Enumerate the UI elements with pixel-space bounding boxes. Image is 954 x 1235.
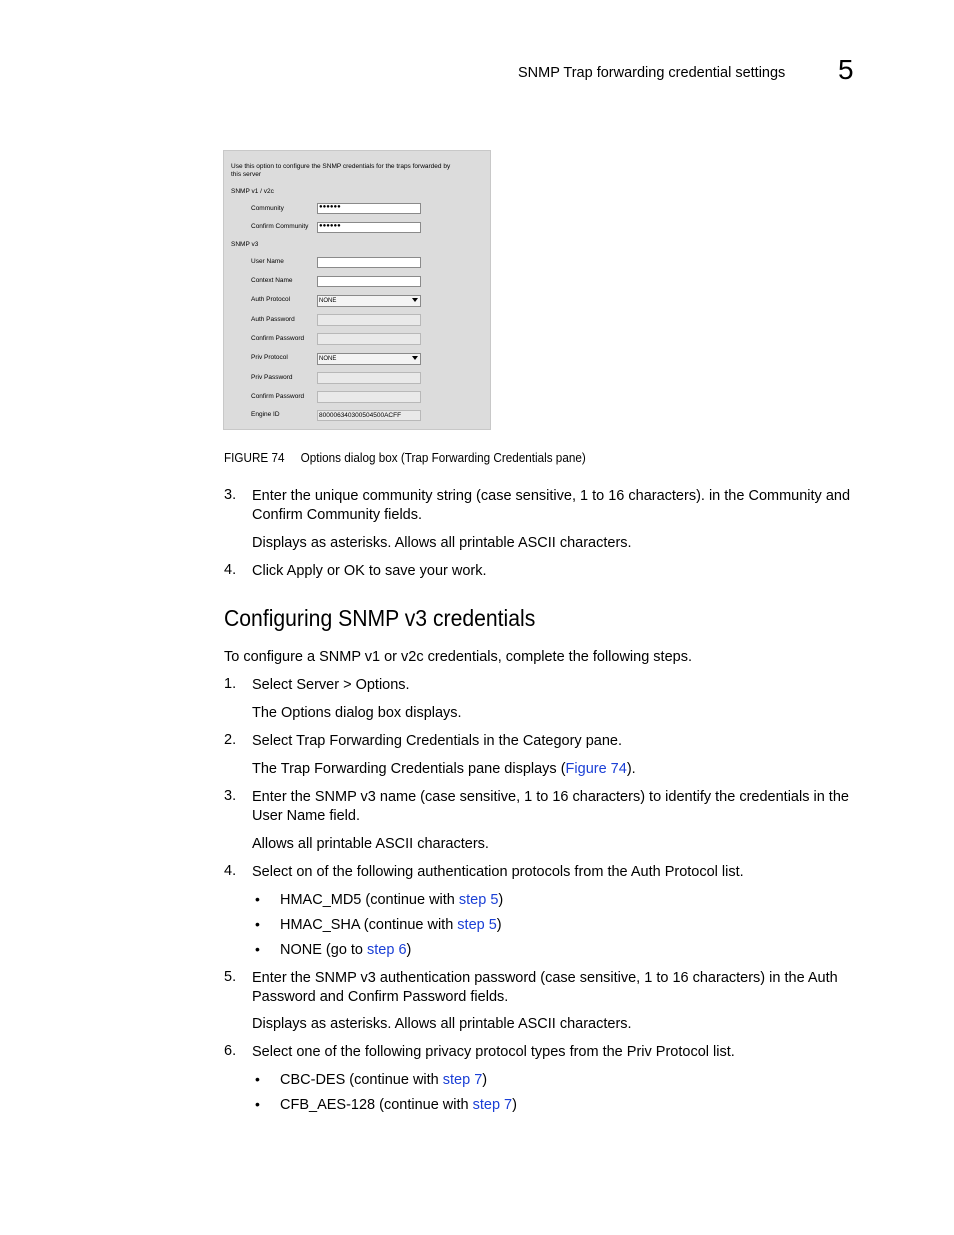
auth-protocol-select[interactable] [317,295,421,307]
ui-term: Password [252,989,316,1005]
auth-password-field[interactable] [317,314,421,326]
step-text: Select Trap Forwarding Credentials in the Category pane. [252,733,622,749]
step-link[interactable]: step 5 [458,892,499,908]
bullet-icon: • [255,941,260,957]
context-name-label: Context Name [251,277,293,284]
figure-label: FIGURE 74 [224,450,285,465]
step-text: Enter the unique community string (case sensitive, 1 to 16 characters). in the Community and [252,488,851,504]
step-text: Click Apply or OK to save your work. [252,563,487,579]
context-name-field[interactable] [317,276,421,287]
chapter-number: 5 [838,54,854,85]
confirm-priv-password-label: Confirm Password [251,393,305,400]
bullet-icon: • [255,916,260,932]
step-note: The Trap Forwarding Credentials pane displays (Figure 74). [252,761,636,777]
priv-protocol-value: NONE [319,356,337,362]
priv-protocol-select[interactable] [317,353,421,365]
list-item: NONE (go to step 6) [280,942,412,958]
step-number: 4. [224,562,237,578]
trap-credentials-pane [223,150,491,430]
bullet-icon: • [255,1071,260,1087]
ui-term: Auth [807,970,838,986]
step-text: Enter the SNMP v3 name (case sensitive, 1 to 16 characters) to identify the credentials in the [252,789,849,805]
step-link[interactable]: step 6 [367,942,407,958]
chevron-down-icon [412,298,418,302]
step-number: 6. [224,1043,237,1059]
step-text: Select on of the following authentication protocols from the Auth Protocol list. [252,864,744,880]
step-note: Displays as asterisks. Allows all printable ASCII characters. [252,535,632,551]
ui-term: Trap Forwarding Credentials [296,733,480,749]
section-intro: To configure a SNMP v1 or v2c credentials, complete the following steps. [224,649,692,665]
priv-password-label: Priv Password [251,374,293,381]
ui-term: Confirm Password [347,989,467,1005]
ui-term: OK [343,563,365,579]
bullet-icon: • [255,1096,260,1112]
list-item: HMAC_MD5 (continue with step 5) [280,892,504,908]
figure-link[interactable]: Figure 74 [565,761,627,777]
pane-intro-line-1: Use this option to configure the SNMP credentials for the traps forwarded by [231,163,451,170]
figure-caption-text: Options dialog box (Trap Forwarding Credentials pane) [300,450,586,465]
snmp-v1-heading: SNMP v1 / v2c [231,188,274,195]
step-text: Enter the SNMP v3 authentication password (case sensitive, 1 to 16 characters) in the Auth [252,970,838,986]
confirm-password-label: Confirm Password [251,335,305,342]
engine-id-label: Engine ID [251,411,280,418]
auth-password-label: Auth Password [251,316,295,323]
confirm-priv-password-field[interactable] [317,391,421,403]
user-name-label: User Name [251,258,284,265]
list-item: CBC-DES (continue with step 7) [280,1072,488,1088]
step-note: Allows all printable ASCII characters. [252,836,489,852]
confirm-community-field[interactable]: ●●●●●● [317,222,421,233]
step-number: 2. [224,732,237,748]
community-label: Community [251,205,284,212]
step-number: 5. [224,969,237,985]
ui-term: Options [281,705,331,721]
priv-password-field[interactable] [317,372,421,384]
community-field[interactable]: ●●●●●● [317,203,421,214]
step-text: Select Server > Options. [252,677,410,693]
step-link[interactable]: step 7 [442,1072,483,1088]
step-note: The Options dialog box displays. [252,705,462,721]
step-text: Confirm Community fields. [252,507,423,523]
ui-term: Priv Protocol [626,1044,709,1060]
ui-term: Community [748,488,822,504]
engine-id-field: 800006340300504500ACFF [317,410,421,421]
step-number: 1. [224,676,237,692]
pane-intro-line-2: this server [231,171,261,178]
priv-protocol-label: Priv Protocol [251,354,288,361]
figure-caption [224,450,586,465]
auth-protocol-label: Auth Protocol [251,296,291,303]
step-number: 3. [224,788,237,804]
running-header: SNMP Trap forwarding credential settings [518,65,786,81]
ui-term: Apply [286,563,323,579]
confirm-community-label: Confirm Community [251,223,309,230]
confirm-auth-password-field[interactable] [317,333,421,345]
bullet-icon: • [255,891,260,907]
step-text: Password and Confirm Password fields. [252,989,509,1005]
step-text: User Name field. [252,808,360,824]
step-number: 3. [224,487,237,503]
step-text: Select one of the following privacy protocol types from the Priv Protocol list. [252,1044,735,1060]
list-item: CFB_AES-128 (continue with step 7) [280,1097,517,1113]
ui-term: User Name [252,808,326,824]
list-item: HMAC_SHA (continue with step 5) [280,917,502,933]
step-note: Displays as asterisks. Allows all printable ASCII characters. [252,1016,632,1032]
ui-term: Auth Protocol [630,864,718,880]
ui-term: Confirm Community [252,507,381,523]
ui-term: Server > Options [296,677,406,693]
step-link[interactable]: step 5 [457,917,497,933]
section-heading: Configuring SNMP v3 credentials [224,605,536,631]
step-link[interactable]: step 7 [472,1097,513,1113]
auth-protocol-value: NONE [319,298,337,304]
snmp-v3-heading: SNMP v3 [231,241,259,248]
ui-term: Trap Forwarding Credentials [280,761,464,777]
step-number: 4. [224,863,237,879]
chevron-down-icon [412,356,418,360]
user-name-field[interactable] [317,257,421,268]
